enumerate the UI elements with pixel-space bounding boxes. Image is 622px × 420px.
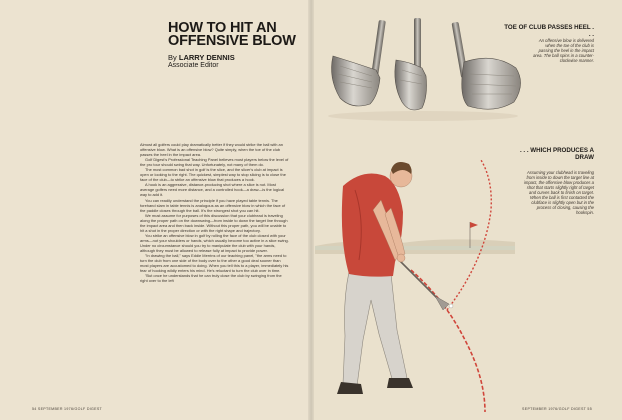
flag-icon: [470, 222, 478, 228]
body-paragraph: You can readily understand the principle if you have played table tennis. The forehand slam in table tennis is analogous as an offensive blow in which the face of the paddle closes through the ball. It's the strongest shot you can hit.: [140, 197, 286, 213]
golfer-trousers: [343, 271, 407, 386]
golfer-left-shoe: [337, 382, 363, 394]
golf-ball: [449, 304, 453, 308]
club-heads-illustration: [318, 18, 533, 123]
caption-text-draw: Assuming your clubhead is traveling from inside to down the target line at impact, the offensive blow produces a shot that starts slightly right of target and curves back to finish on target. When the ball is first contacted the clubface is slightly open but in the process of closing, causing the hookspin.: [523, 170, 594, 215]
ball-flight-path: [447, 160, 491, 310]
club-head-square: [395, 18, 427, 110]
body-paragraph: We must assume for purposes of this discussion that your clubhead is traveling along the proper path on the downswing—from inside to down the target line through the impact area and then back inside. Without this proper path, you will be unable to hit a shot in the proper direction or with the right shape and trajectory.: [140, 212, 288, 233]
body-paragraph: "But once he understands that he can truly close the club by swinging from the right over to the left: [140, 273, 282, 284]
club-shaft: [399, 260, 439, 300]
body-paragraph: "In drawing the ball," says Eddie Merrins of our teaching panel, "the arms need to turn the club from one side of the body over to the other a good deal sooner than most players are accustomed to doing. When you tell this to a player, immediately his fear of hooking wildly enters his mind. He's reluctant to turn the club over in time.: [140, 253, 289, 274]
body-paragraph: A hook is an aggressive, distance-producing shot where a slice is not. Most average golfers need more distance, and a controlled hook—a draw—is the logical way to add it.: [140, 182, 285, 198]
article-body: [140, 142, 290, 406]
author-name: LARRY DENNIS: [178, 53, 235, 62]
club-head: [435, 296, 449, 310]
byline: [168, 53, 235, 62]
page-folio-right: SEPTEMBER 1976/GOLF DIGEST 55: [522, 407, 592, 411]
body-paragraph: Golf Digest's Professional Teaching Panel believes most players below the level of the pro tour should swing that way. Unfortunately, not many of them do.: [140, 157, 289, 168]
swing-path-arc: [411, 270, 485, 412]
page-gutter: [308, 0, 314, 420]
body-paragraph: You strike an offensive blow in golf by rolling the face of the club closed with your arms—not your shoulders or hands, which usually become too active in a slice swing. Under no circumstance should you try to manipulate the club with your hands, although they must be allowed to release fully at impact to provide power.: [140, 232, 289, 253]
body-paragraph: The most common bad shot in golf is the slice, and the slicer's club at impact is open or looking to the right. The quickest, simplest way to stop slicing is to close the face of the club—to strike an offensive blow that produces a hook.: [140, 167, 286, 183]
golfer-illustration: [315, 150, 515, 412]
body-paragraph: Almost all golfers could play dramatically better if they would strike the ball with an offensive blow. What is an offensive blow? Quite simply, when the toe of the club passes the heel in the impact area.: [140, 142, 283, 158]
golfer-right-shoe: [387, 378, 413, 388]
golfer-hands: [397, 254, 405, 262]
article-title: HOW TO HIT AN OFFENSIVE BLOW: [168, 20, 296, 49]
author-role: Associate Editor: [168, 62, 219, 69]
caption-heading-draw: . . . WHICH PRODUCES A DRAW: [519, 147, 594, 161]
byline-prefix: By: [168, 53, 177, 62]
page-folio-left: 54 SEPTEMBER 1976/GOLF DIGEST: [32, 407, 103, 411]
caption-text-toe-heel: An offensive blow is delivered when the toe of the club is passing the heel in the impact area. The ball spins in a counter-clockwise manner.: [533, 38, 594, 63]
caption-heading-toe-heel: TOE OF CLUB PASSES HEEL . . .: [504, 24, 594, 38]
club-head-open: [332, 20, 386, 106]
